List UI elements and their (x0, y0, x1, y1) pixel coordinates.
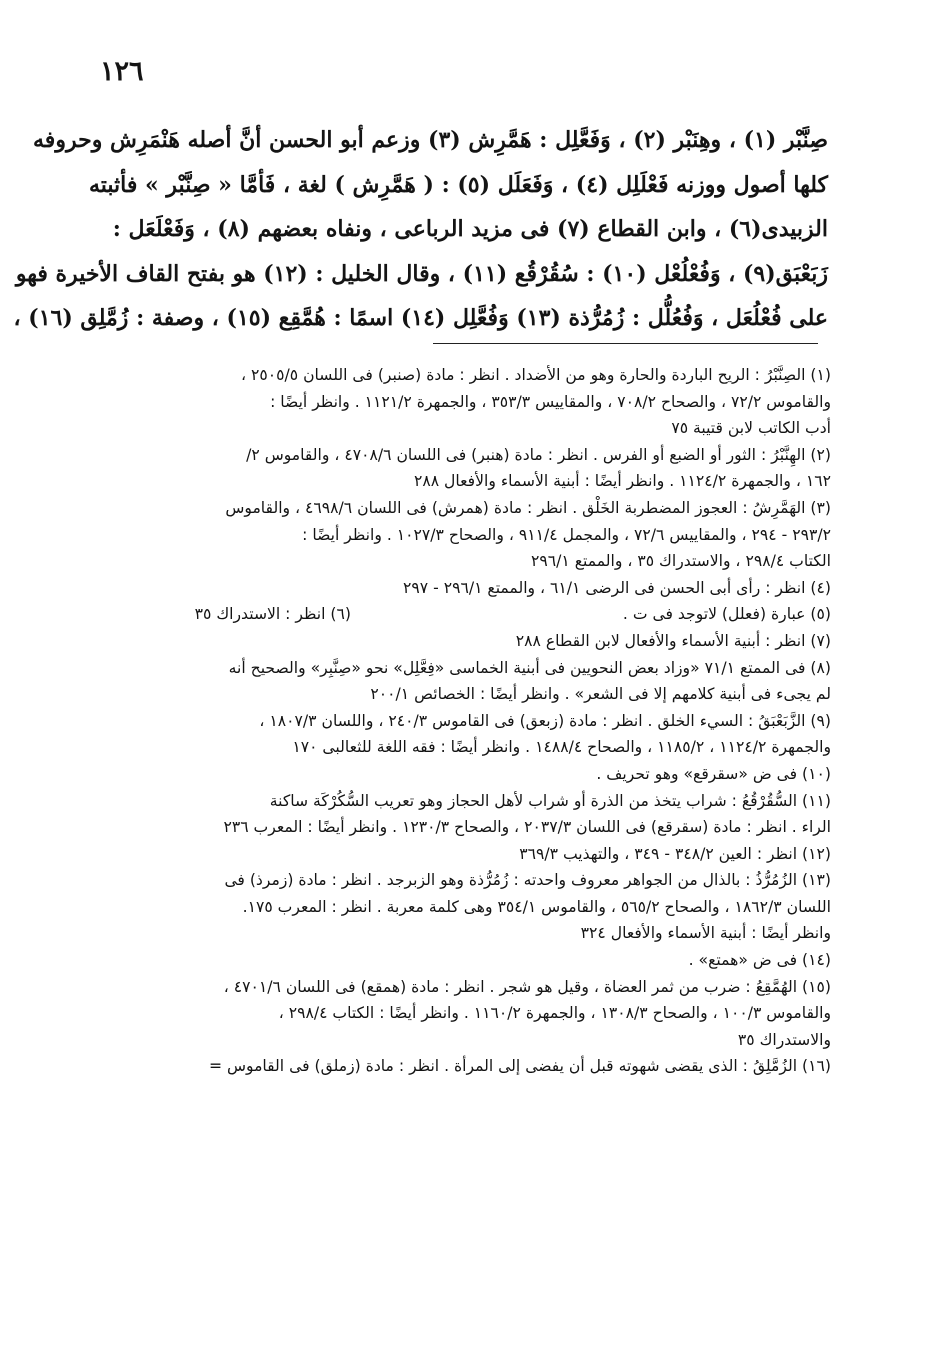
footnote-3 (96, 495, 831, 575)
footnote-line: لم يجىء فى أبنية كلامهم إلا فى الشعر» . وانظر أيضًا : الخصائص ٢٠٠/١ (370, 685, 831, 704)
footnote-10 (96, 761, 831, 788)
footnote-line: (٣) الهَمَّرِشُ : العجوز المضطربة الخَلْق . انظر : مادة (همرش) فى اللسان ٤٦٩٨/٦ ، والقاموس (225, 498, 831, 517)
footnote-line: وانظر أيضًا : أبنية الأسماء والأفعال ٣٢٤ (580, 924, 831, 943)
footnote-line: اللسان ١٨٦٢/٣ ، والصحاح ٥٦٥/٢ ، والقاموس ٣٥٤/١ وهى كلمة معربة . انظر : المعرب ١٧٥. (242, 897, 831, 916)
footnote-5: (٥) عبارة (فعلل) لاتوجد فى ت . (622, 605, 831, 624)
footnotes (96, 362, 831, 1080)
footnote-1 (96, 362, 831, 442)
footnote-line: (٢) الهِنَّبْرُ : الثور أو الضبع أو الفرس . انظر : مادة (هنبر) فى اللسان ٤٧٠٨/٦ ، والقاموس ٢/ (246, 445, 831, 464)
main-text-line: الزبيدى(٦) ، وابن القطاع (٧) فى مزيد الرباعى ، ونفاه بعضهم (٨) ، وَفَعْلَعَل : (112, 216, 828, 242)
main-text (13, 118, 828, 341)
footnote-line: والقاموس ١٠٠/٣ ، والصحاح ١٣٠٨/٣ ، والجمهرة ١١٦٠/٢ . وانظر أيضًا : الكتاب ٢٩٨/٤ ، (278, 1004, 831, 1023)
main-text-line: زَبَعْبَق(٩) ، وَفُعْلُعْل (١٠) : سُقُرْقُع (١١) ، وقال الخليل : (١٢) هو بفتح القاف الأخيرة فهو (15, 260, 828, 287)
footnote-line: (١) الصِنَّبْرُ : الريح الباردة والحارة وهو من الأضداد . انظر : مادة (صنبر) فى اللسان ٢٥٠٥/٥ ، (241, 366, 831, 384)
footnote-line: (٤) انظر : رأى أبى الحسن فى الرضى ٦١/١ ، والممتع ٢٩٦/١ - ٢٩٧ (403, 578, 831, 597)
footnote-line: (٧) انظر : أبنية الأسماء والأفعال لابن القطاع ٢٨٨ (515, 631, 831, 650)
footnote-separator (433, 343, 818, 344)
footnote-line: (١٢) انظر : العين ٣٤٨/٢ - ٣٤٩ ، والتهذيب ٣٦٩/٣ (519, 844, 831, 863)
main-text-line: على فُعْلُعَل ، وَفُعُلُّل : زُمُرُّذة (١٣) وَفُعَّلِل (١٤) اسمًا : هُمَّقِع (١٥) ، وصفة : زُمَّلِق (١٦) ، (13, 305, 828, 331)
footnote-15 (96, 974, 831, 1054)
footnote-line: (١٣) الزُمُرُّذُ : بالذال من الجواهر معروف واحدته : زُمُرُّذة وهو الزبرجد . انظر : مادة (زمرذ) فى (224, 871, 831, 890)
footnote-2 (96, 442, 831, 495)
footnote-11 (96, 788, 831, 841)
footnote-line: والجمهرة ١١٢٤/٢ ، ١١٨٥/٢ ، والصحاح ١٤٨٨/٤ . وانظر أيضًا : فقه اللغة للثعالبى ١٧٠ (292, 738, 831, 757)
footnote-9 (96, 708, 831, 761)
footnote-13 (96, 867, 831, 947)
footnote-6: (٦) انظر : الاستدراك ٣٥ (194, 605, 351, 624)
footnote-14 (96, 947, 831, 974)
footnote-line: (٨) فى الممتع ٧١/١ «وزاد بعض النحويين فى أبنية الخماسى «فِعَّلِل» نحو «صِنَّبِر» والصحيح أنه (228, 658, 831, 677)
footnote-line: الكتاب ٢٩٨/٤ ، والاستدراك ٣٥ ، والممتع ٢٩٦/١ (531, 552, 831, 571)
footnote-16 (96, 1053, 831, 1080)
footnote-5-6-row (96, 601, 831, 628)
footnote-line: (١٤) فى ض «همتع» . (688, 951, 831, 970)
footnote-line: (١٠) فى ض «سقرقع» وهو تحريف . (596, 764, 831, 783)
footnote-line: الراء . انظر : مادة (سقرقع) فى اللسان ٢٠٣٧/٣ ، والصحاح ١٢٣٠/٣ . وانظر أيضًا : المعرب ٢٣٦ (223, 818, 831, 837)
footnote-line: (١٥) الهُمَّقِعُ : ضرب من ثمر العضاة ، وقيل هو شجر . انظر : مادة (همقع) فى اللسان ٤٧٠١/٦ ، (223, 977, 831, 996)
footnote-line: ١٦٢ ، والجمهرة ١١٢٤/٢ . وانظر أيضًا : أبنية الأسماء والأفعال ٢٨٨ (413, 472, 831, 491)
footnote-line: أدب الكاتب لابن قتيبة ٧٥ (671, 419, 831, 438)
footnote-12 (96, 841, 831, 868)
footnote-line: (٩) الزَّبَعْبَقُ : السيء الخلق . انظر : مادة (زبعق) فى القاموس ٢٤٠/٣ ، واللسان ١٨٠٧/٣ ، (259, 711, 831, 730)
footnote-line: والقاموس ٧٢/٢ ، والصحاح ٧٠٨/٢ ، والمقاييس ٣٥٣/٣ ، والجمهرة ١١٢١/٢ . وانظر أيضًا : (270, 392, 831, 411)
main-text-line: صِنَّبْر (١) ، وهِنَبْر (٢) ، وَفَعَّلِل : هَمَّرِش (٣) وزعم أبو الحسن أنَّ أصله هَنْمَرِش وحروفه (33, 127, 828, 153)
footnote-line: (١٦) الزُمَّلِقُ : الذى يقضى شهوته قبل أن يفضى إلى المرأة . انظر : مادة (زملق) فى القاموس = (208, 1057, 831, 1076)
footnote-line: والاستدراك ٣٥ (737, 1030, 831, 1049)
page-number: ١٢٦ (100, 56, 144, 87)
footnote-7 (96, 628, 831, 655)
footnote-4 (96, 575, 831, 602)
footnote-8 (96, 655, 831, 708)
main-text-line: كلها أصول ووزنه فَعْلَلِل (٤) ، وَفَعَلَل (٥) : ( هَمَّرِش ) لغة ، فَأمَّا « صِنَّبْر » فأثبته (88, 171, 828, 198)
footnote-line: (١١) السُّقُرْقُعُ : شراب يتخذ من الذرة أو شراب لأهل الحجاز وهو تعريب السُّكُرْكَة ساكنة (269, 791, 831, 810)
footnote-line: ٢٩٣/٢ - ٢٩٤ ، والمقاييس ٧٢/٦ ، والمجمل ٩١١/٤ ، والصحاح ١٠٢٧/٣ . وانظر أيضًا : (302, 525, 831, 544)
